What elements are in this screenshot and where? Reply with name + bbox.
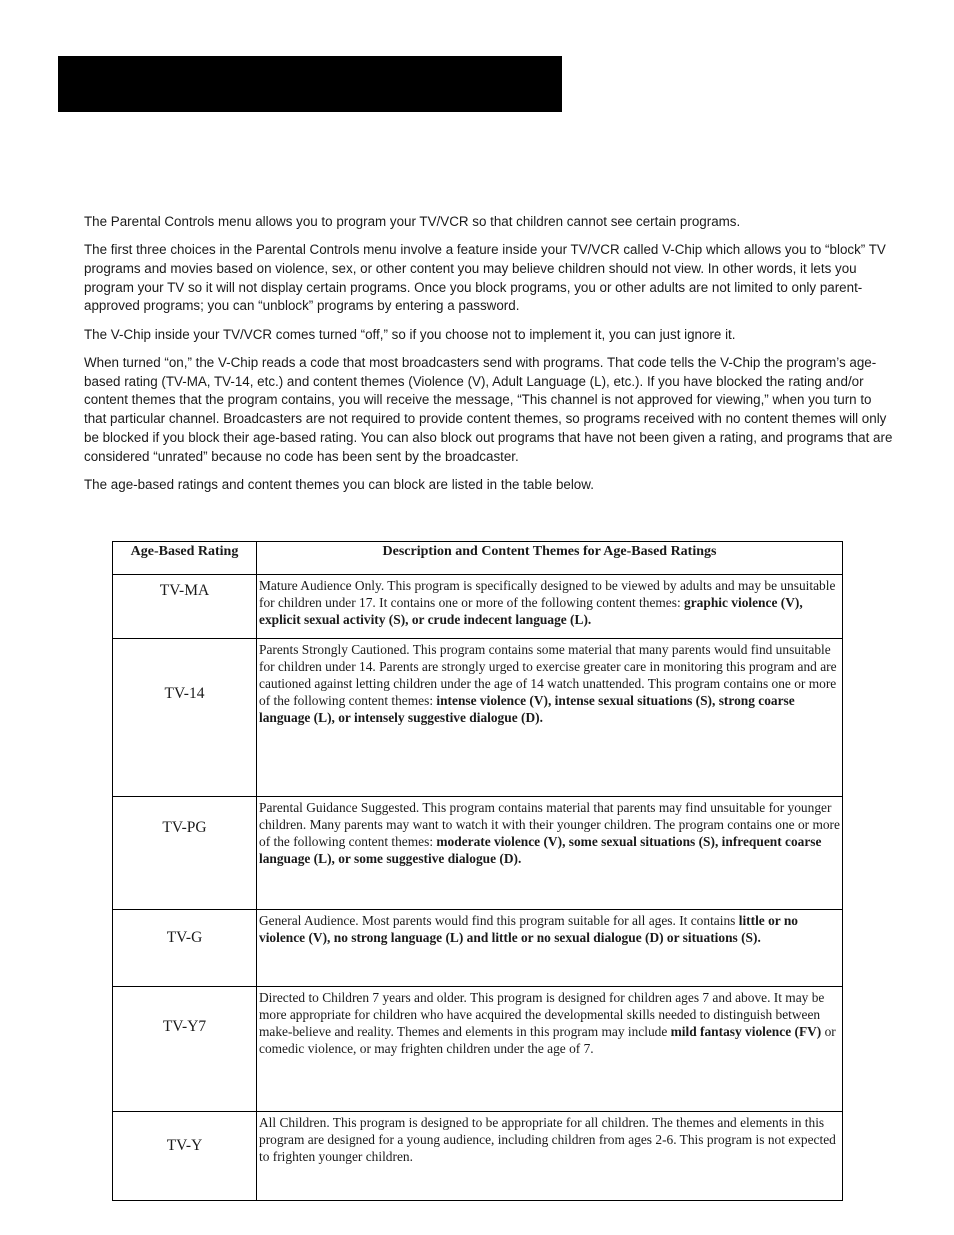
content-themes: intense violence (V), intense sexual situations (S), strong coarse language (L), or intensely suggestive dialogue (D). [259,693,795,725]
rating-label: TV-G [113,910,257,987]
description-text: Directed to Children 7 years and older. This program is designed for children ages 7 and above. It may be more appropriate for children who have acquired the developmental skills needed to distinguish between make-believe and reality. Themes and elements in this program may include [259,990,825,1039]
table-row [113,987,843,1112]
rating-label: TV-PG [113,797,257,910]
rating-description [257,910,843,987]
intro-paragraph: The age-based ratings and content themes you can block are listed in the table below. [84,476,594,492]
intro-paragraph: The Parental Controls menu allows you to program your TV/VCR so that children cannot see certain programs. [84,214,741,229]
table-header-row [113,542,843,575]
header-description: Description and Content Themes for Age-Based Ratings [257,542,843,575]
table-row [113,575,843,639]
content-themes: little or no violence (V), no strong language (L) and little or no sexual dialogue (D) or situations (S). [259,913,798,945]
header-bar [58,56,562,112]
description-tail: or comedic violence, or may frighten children under the age of 7. [259,1024,836,1056]
header-age-based-rating: Age-Based Rating [113,542,257,575]
description-text: Parents Strongly Cautioned. This program contains some material that many parents would find unsuitable for children under 14. Parents are strongly urged to exercise greater care in monitoring this program and are cautioned against letting children under the age of 14 watch unattended. This program contains one or more of the following content themes: [259,642,837,708]
intro-paragraph: The first three choices in the Parental Controls menu involve a feature inside your TV/VCR called V-Chip which allows you to “block” TV programs and movies based on violence, sex, or other content you may believe children should not view. In other words, it lets you program your TV so it will not display certain programs. Once you block programs, you or other adults are not limited to only parent-approved programs; you can “unblock” programs by entering a password. [84,242,886,314]
rating-label: TV-Y7 [113,987,257,1112]
description-text: Parental Guidance Suggested. This program contains material that parents may find unsuitable for younger children. Many parents may want to watch it with their younger children. The program contains one or more of the following content themes: [259,800,840,849]
content-themes: graphic violence (V), explicit sexual activity (S), or crude indecent language (L). [259,595,803,627]
content-themes: moderate violence (V), some sexual situations (S), infrequent coarse language (L), or some suggestive dialogue (D). [259,834,822,866]
rating-description [257,1112,843,1201]
content-themes: mild fantasy violence (FV) [670,1024,822,1039]
table-row [113,910,843,987]
rating-description [257,575,843,639]
rating-label: TV-MA [113,575,257,639]
rating-description [257,987,843,1112]
intro-paragraph: When turned “on,” the V-Chip reads a code that most broadcasters send with programs. That code tells the V-Chip the program’s age-based rating (TV-MA, TV-14, etc.) and content themes (Violence (V), Adult Language (L), etc.). If you have blocked the rating and/or content themes that the program contains, you will receive the message, “This channel is not approved for viewing,” when you turn to that particular channel. Broadcasters are not required to provide content themes, so programs received with no content themes will only be blocked if you block their age-based rating. You can also block out programs that have not been given a rating, and programs that are considered “unrated” because no code has been sent by the broadcaster. [84,355,893,464]
rating-description [257,797,843,910]
rating-description [257,639,843,797]
ratings-table [112,541,843,1201]
intro-paragraph: The V-Chip inside your TV/VCR comes turned “off,” so if you choose not to implement it, you can just ignore it. [84,326,736,342]
table-row [113,639,843,797]
intro-text [84,213,896,504]
table-row [113,797,843,910]
rating-label: TV-14 [113,639,257,797]
description-text: All Children. This program is designed to be appropriate for all children. The themes and elements in this program are designed for a young audience, including children from ages 2-6. This program is not expected to frighten younger children. [259,1115,836,1164]
description-text: Mature Audience Only. This program is specifically designed to be viewed by adults and may be unsuitable for children under 17. It contains one or more of the following content themes: [259,578,836,610]
table-row [113,1112,843,1201]
description-text: General Audience. Most parents would find this program suitable for all ages. It contains [259,913,739,928]
rating-label: TV-Y [113,1112,257,1201]
